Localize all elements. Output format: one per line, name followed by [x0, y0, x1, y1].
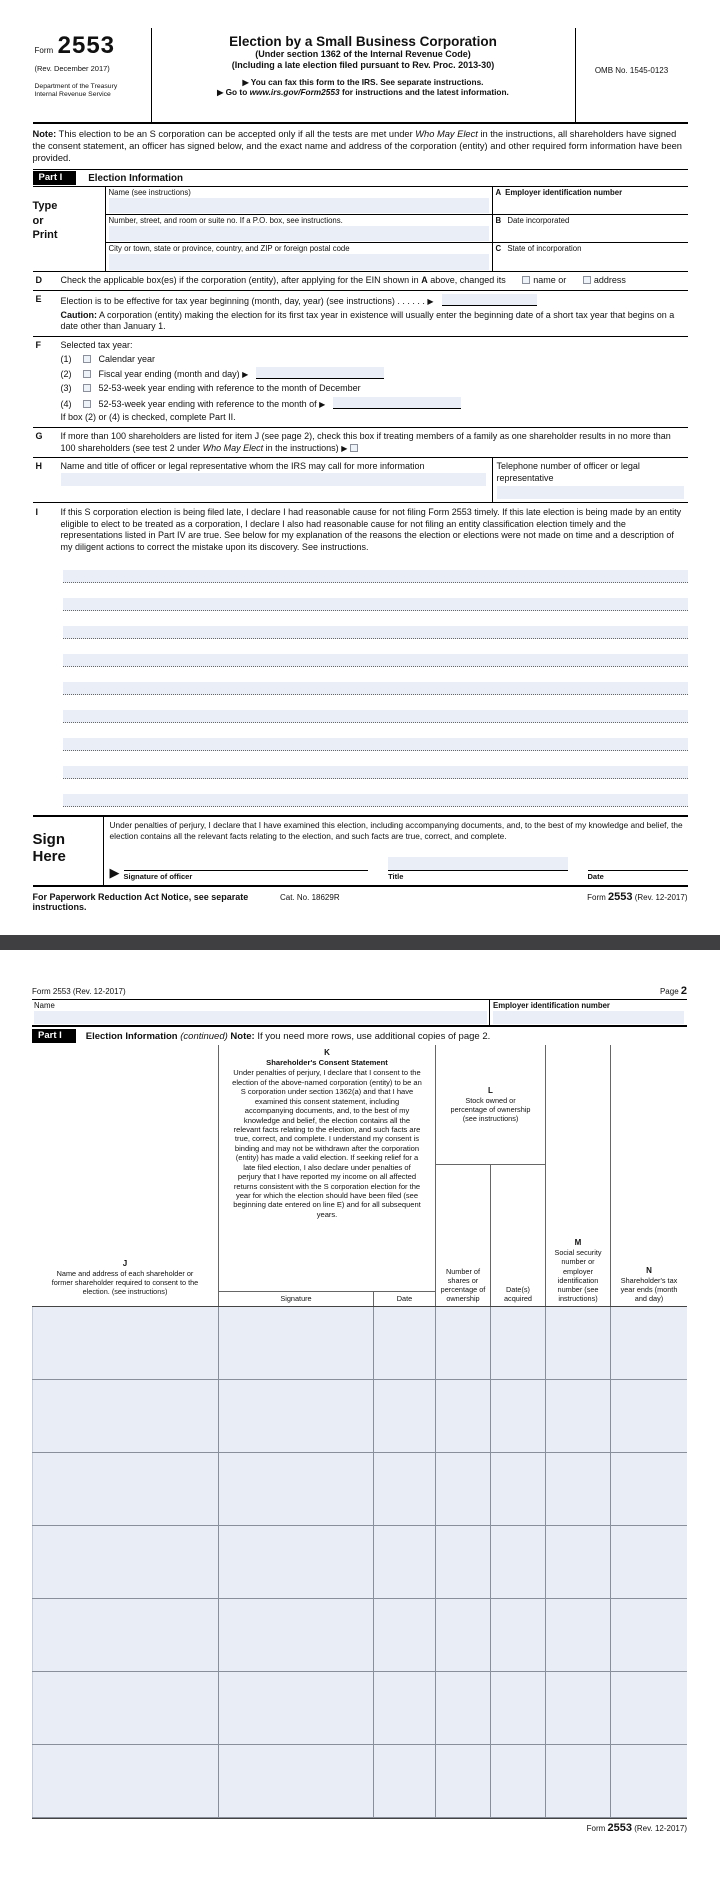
line-i-letter: I — [35, 506, 39, 517]
consent-date-cell[interactable] — [374, 1453, 436, 1525]
page-separator-bar — [0, 935, 720, 950]
page2-part1-bar: Part I Election Information (continued) Note: If you need more rows, use additional copies of page 2. — [32, 1027, 687, 1045]
explanation-line-input[interactable] — [63, 682, 688, 695]
column-n-header: N Shareholder's tax year ends (month and day) — [620, 1265, 678, 1303]
consent-signature-cell[interactable] — [219, 1599, 374, 1671]
dates-acquired-cell[interactable] — [491, 1453, 546, 1525]
tax-year-option-2: (2) Fiscal year ending (month and day) ▶ — [61, 367, 688, 381]
catalog-number: Cat. No. 18629R — [280, 893, 340, 903]
form-note: Note: This election to be an S corporation can be accepted only if all the tests are met under Who May Elect in the instructions, all shareholders have signed the consent statement, an officer has signed below, and the exact name and address of the corporation (entity) and other required form information have been provided. — [32, 129, 682, 164]
selected-tax-year-title: Selected tax year: — [60, 339, 133, 350]
line-f-footer: If box (2) or (4) is checked, complete Part II. — [60, 412, 236, 423]
explanation-line — [63, 611, 688, 639]
date-incorporated-label: Date incorporated — [507, 216, 570, 226]
form-footer-id: Form 2553 (Rev. 12-2017) — [587, 891, 688, 904]
type-or-print-label: Type or Print — [32, 200, 58, 241]
explanation-line-input[interactable] — [63, 794, 688, 807]
page2-footer: Form 2553 (Rev. 12-2017) — [586, 1822, 687, 1834]
line-e-caution: Caution: A corporation (entity) making the election for its first tax year in existence will usually enter the beginning date of a short tax year that begins on a date other than January 1. — [60, 309, 675, 332]
explanation-line — [63, 667, 688, 695]
page2-form-id: Form 2553 (Rev. 12-2017) — [32, 987, 126, 996]
consent-table-row — [32, 1453, 687, 1526]
officer-name-label: Name and title of officer or legal representative whom the IRS may call for more information — [60, 461, 425, 472]
consent-signature-cell[interactable] — [219, 1745, 374, 1817]
city-row — [106, 243, 688, 271]
page2-ein-input[interactable] — [493, 1011, 684, 1024]
explanation-line — [63, 583, 688, 611]
consent-table-row — [32, 1307, 687, 1380]
tax-year-end-cell[interactable] — [611, 1453, 687, 1525]
city-input[interactable] — [109, 254, 489, 270]
line-d-letter: D — [35, 275, 42, 286]
explanation-line — [63, 695, 688, 723]
consent-table-row — [32, 1672, 687, 1745]
page2-header: Form 2553 (Rev. 12-2017) Page 2 — [32, 985, 687, 1000]
consent-signature-cell[interactable] — [219, 1672, 374, 1744]
shareholder-name-address-cell[interactable] — [32, 1745, 219, 1817]
ssn-ein-cell[interactable] — [546, 1380, 611, 1452]
website-instruction: ▶ Go to www.irs.gov/Form2553 for instructions and the latest information. — [217, 86, 509, 97]
sign-here-section — [33, 815, 688, 887]
dates-acquired-subheader: Date(s) acquired — [504, 1284, 532, 1303]
line-f-letter: F — [35, 339, 41, 350]
shares-owned-cell[interactable] — [436, 1672, 491, 1744]
shares-owned-cell[interactable] — [436, 1599, 491, 1671]
part1-bar — [33, 169, 688, 187]
signature-of-officer-label: Signature of officer — [123, 872, 193, 882]
arrow-icon: ▶ — [341, 443, 348, 453]
entity-name-label: Name (see instructions) — [108, 188, 191, 198]
line-i — [33, 503, 688, 555]
date-subheader: Date — [396, 1294, 413, 1303]
state-incorporation-cell — [492, 243, 688, 271]
form-header — [33, 28, 688, 124]
ssn-ein-cell[interactable] — [546, 1672, 611, 1744]
explanation-line-input[interactable] — [63, 738, 688, 751]
fiscal-year-label: Fiscal year ending (month and day) — [98, 369, 240, 380]
form-number: 2553 — [57, 32, 116, 59]
consent-table-row — [32, 1745, 687, 1818]
shares-owned-cell[interactable] — [436, 1380, 491, 1452]
explanation-line — [63, 779, 688, 807]
item-a-letter: A — [495, 188, 502, 198]
dates-acquired-cell[interactable] — [491, 1380, 546, 1452]
page1-footer — [33, 887, 688, 912]
name-change-label: name or — [533, 275, 567, 286]
address-change-label: address — [593, 275, 626, 286]
form-number-block — [33, 28, 151, 122]
tax-year-end-cell[interactable] — [611, 1745, 687, 1817]
page2-name-label: Name — [34, 1001, 55, 1010]
entity-fields — [105, 187, 688, 271]
consent-statement-title: Shareholder's Consent Statement — [266, 1058, 388, 1067]
explanation-line-input[interactable] — [63, 654, 688, 667]
tax-year-end-cell[interactable] — [611, 1672, 687, 1744]
arrow-icon: ▶ — [319, 399, 326, 409]
explanation-line-input[interactable] — [63, 570, 688, 583]
form-title-block — [151, 28, 576, 122]
tax-year-end-cell[interactable] — [611, 1307, 687, 1379]
telephone-label: Telephone number of officer or legal representative — [496, 461, 640, 483]
arrow-icon: ▶ — [242, 77, 249, 87]
5253-month-input[interactable] — [333, 397, 461, 409]
form-page-2 — [32, 985, 687, 1834]
sign-here-label: Sign Here — [32, 831, 66, 866]
explanation-lines — [33, 555, 688, 807]
street-input[interactable] — [109, 226, 489, 241]
explanation-line-input[interactable] — [63, 626, 688, 639]
street-cell — [106, 215, 492, 242]
telephone-input[interactable] — [497, 486, 684, 499]
calendar-year-label: Calendar year — [98, 353, 156, 364]
line-e: E Election is to be effective for tax year beginning (month, day, year) (see instructions) . . . . . . ▶ Caution: A corporation (entity) making the election for its first tax year in existence will usually enter the beginning date of a short tax year that begins on a date other than January 1. — [33, 291, 688, 337]
shareholder-name-address-cell[interactable] — [32, 1599, 219, 1671]
line-g-letter: G — [35, 431, 43, 442]
date-input[interactable] — [588, 857, 688, 871]
ssn-ein-cell[interactable] — [546, 1599, 611, 1671]
dates-acquired-cell[interactable] — [491, 1745, 546, 1817]
city-cell — [106, 243, 492, 271]
column-j-header: J Name and address of each shareholder or former shareholder required to consent to the election. (see instructions) — [32, 1045, 219, 1306]
page-number: 2 — [680, 985, 687, 997]
consent-date-cell[interactable] — [374, 1745, 436, 1817]
line-h-letter: H — [35, 461, 42, 472]
name-row — [106, 187, 688, 215]
title-input[interactable] — [388, 857, 567, 870]
page2-ein-label: Employer identification number — [493, 1001, 610, 1010]
shares-owned-cell[interactable] — [436, 1453, 491, 1525]
dates-acquired-cell[interactable] — [491, 1599, 546, 1671]
shareholder-name-address-cell[interactable] — [32, 1672, 219, 1744]
explanation-line — [63, 751, 688, 779]
explanation-line — [63, 555, 688, 583]
late-election-statement: If this S corporation election is being filed late, I declare I had reasonable cause for not filing Form 2553 timely. If this late election is being made by an entity eligible to elect to be treated as a corporation, I declare I also had reasonable cause for not filing an entity classification election timely and the representations listed in Part IV are true. See below for my explanation of the reasons the election or elections were not made on time and a description of my diligent actions to correct the mistake upon its discovery. See instructions. — [60, 506, 682, 552]
line-h — [33, 458, 688, 503]
consent-table-header — [32, 1045, 687, 1307]
consent-signature-cell[interactable] — [219, 1307, 374, 1379]
ssn-ein-cell[interactable] — [546, 1453, 611, 1525]
line-g: G If more than 100 shareholders are listed for item J (see page 2), check this box if treating members of a family as one shareholder results in no more than 100 shareholders (see test 2 under Who May Elect in the instructions) ▶ — [33, 428, 688, 458]
shareholder-name-address-cell[interactable] — [32, 1526, 219, 1598]
shares-owned-cell[interactable] — [436, 1745, 491, 1817]
consent-date-cell[interactable] — [374, 1380, 436, 1452]
5253-december-label: 52-53-week year ending with reference to the month of December — [98, 383, 361, 394]
page2-name-ein-row — [32, 1000, 687, 1027]
tax-year-option-4: (4) 52-53-week year ending with reference to the month of ▶ — [61, 397, 688, 411]
consent-table-row — [32, 1380, 687, 1453]
form-subtitle-2: (Including a late election filed pursuant to Rev. Proc. 2013-30) — [231, 60, 495, 71]
explanation-line — [63, 723, 688, 751]
fiscal-year-input[interactable] — [256, 367, 384, 379]
consent-date-cell[interactable] — [374, 1307, 436, 1379]
consent-date-cell[interactable] — [374, 1599, 436, 1671]
consent-signature-cell[interactable] — [219, 1526, 374, 1598]
dates-acquired-cell[interactable] — [491, 1526, 546, 1598]
form-page-1 — [33, 0, 688, 912]
item-b-letter: B — [495, 216, 502, 226]
form-subtitle-1: (Under section 1362 of the Internal Revenue Code) — [255, 49, 471, 59]
tax-year-end-cell[interactable] — [611, 1599, 687, 1671]
shares-owned-cell[interactable] — [436, 1526, 491, 1598]
consent-table-body — [32, 1307, 687, 1818]
page2-part1-label: Part I — [32, 1029, 76, 1043]
item-c-letter: C — [495, 244, 502, 254]
tax-year-option-1: (1) Calendar year — [60, 353, 156, 364]
dept-line-1: Department of the Treasury — [34, 83, 118, 90]
explanation-line-input[interactable] — [63, 598, 688, 611]
line-e-letter: E — [35, 293, 42, 304]
consent-date-cell[interactable] — [374, 1526, 436, 1598]
type-or-print-section — [33, 187, 688, 272]
officer-signature-input[interactable] — [124, 857, 369, 871]
street-row — [106, 215, 688, 243]
title-label: Title — [388, 872, 404, 882]
page2-name-input[interactable] — [34, 1011, 487, 1024]
arrow-icon: ▶ — [427, 296, 434, 306]
calendar-year-checkbox[interactable] — [83, 355, 91, 363]
consent-statement-body: Under penalties of perjury, I declare that I consent to the election of the above-named corporation (entity) to be an S corporation under section 1362(a) and that I have examined this consent statement, including accompanying documents, and, to the best of my knowledge and belief, the election contains all the relevant facts relating to the election, and such facts are true, correct, and complete. I understand my consent is binding and may not be withdrawn after the corporation (entity) has made a valid election. If seeking relief for a late filed election, I also declare under penalties of perjury that I have reported my income on all affected returns consistent with the S corporation election for the year for which the election should have been filed (see beginning date entered on line E) and for all subsequent years. — [232, 1068, 422, 1219]
entity-name-input[interactable] — [109, 198, 489, 213]
tax-year-option-3: (3) 52-53-week year ending with reference to the month of December — [60, 383, 361, 394]
tax-year-end-cell[interactable] — [611, 1380, 687, 1452]
date-incorporated-cell — [492, 215, 688, 242]
consent-date-cell[interactable] — [374, 1672, 436, 1744]
fiscal-year-checkbox[interactable] — [83, 370, 91, 378]
fax-instruction: ▶ You can fax this form to the IRS. See separate instructions. — [242, 76, 484, 87]
form-word: Form — [34, 46, 54, 55]
explanation-line-input[interactable] — [63, 710, 688, 723]
signature-arrow-icon: ▶ — [109, 865, 120, 881]
consent-table-row — [32, 1526, 687, 1599]
ssn-ein-cell[interactable] — [546, 1745, 611, 1817]
shares-subheader: Number of shares or percentage of ownership — [436, 1165, 491, 1306]
ssn-ein-cell[interactable] — [546, 1526, 611, 1598]
consent-table — [32, 1045, 687, 1819]
address-change-checkbox[interactable] — [583, 276, 591, 284]
omb-number: OMB No. 1545-0123 — [594, 66, 669, 75]
explanation-line-input[interactable] — [63, 766, 688, 779]
form-revision: (Rev. December 2017) — [34, 64, 110, 73]
officer-name-input[interactable] — [61, 473, 486, 486]
date-label: Date — [587, 872, 604, 882]
explanation-line — [63, 639, 688, 667]
street-label: Number, street, and room or suite no. If a P.O. box, see instructions. — [108, 216, 343, 226]
consent-table-row — [32, 1599, 687, 1672]
column-l-header: L Stock owned or percentage of ownership (see instructions) Number of shares or percentage of ownership Date(s) acquired — [436, 1045, 546, 1306]
5253-month-checkbox[interactable] — [83, 400, 91, 408]
perjury-statement: Under penalties of perjury, I declare that I have examined this election, including accompanying documents, and, to the best of my knowledge and belief, the election contains all the relevant facts relating to the election, and such facts are true, correct, and complete. — [109, 820, 683, 841]
part1-label: Part I — [33, 171, 77, 185]
5253-december-checkbox[interactable] — [83, 384, 91, 392]
consent-signature-cell[interactable] — [219, 1380, 374, 1452]
line-f — [33, 337, 688, 428]
department-lines — [35, 83, 149, 100]
line-d: D Check the applicable box(es) if the corporation (entity), after applying for the EIN shown in A above, changed its name or address — [33, 272, 688, 291]
entity-name-cell — [106, 187, 492, 214]
dept-line-2: Internal Revenue Service — [34, 91, 111, 99]
paperwork-notice: For Paperwork Reduction Act Notice, see separate instructions. — [32, 892, 249, 913]
arrow-icon: ▶ — [217, 87, 224, 97]
ein-cell — [492, 187, 688, 214]
column-m-header: M Social security number or employer identification number (see instructions) — [546, 1045, 611, 1306]
tax-year-end-cell[interactable] — [611, 1526, 687, 1598]
effective-date-input[interactable] — [442, 294, 537, 306]
dates-acquired-cell[interactable] — [491, 1672, 546, 1744]
dates-acquired-cell[interactable] — [491, 1307, 546, 1379]
signature-subheader: Signature — [219, 1292, 374, 1306]
state-incorporation-label: State of incorporation — [507, 244, 582, 254]
column-k-header: K Shareholder's Consent Statement Under penalties of perjury, I declare that I consent to the election of the above-named corporation (entity) to be an S corporation under section 1362(a) and that I have examined this consent statement, including accompanying documents, and, to the best of my knowledge and belief, the election contains all the relevant facts relating to the election, and such facts are true, correct, and complete. I understand my consent is binding and may not be withdrawn after the corporation (entity) has made a valid election. If seeking relief for a late filed election, I also declare under penalties of perjury that I have reported my income on all affected returns consistent with the S corporation election for the year for which the election should have been filed (see beginning date entered on line E) and for all subsequent years. Signature Date — [219, 1045, 436, 1306]
irs-url: www.irs.gov/Form2553 — [249, 86, 340, 97]
ssn-ein-cell[interactable] — [546, 1307, 611, 1379]
form-title: Election by a Small Business Corporation — [229, 34, 497, 49]
ein-label: Employer identification number — [505, 188, 623, 198]
arrow-icon: ▶ — [242, 370, 249, 380]
city-label: City or town, state or province, country, and ZIP or foreign postal code — [108, 244, 350, 254]
part1-title: Election Information — [88, 172, 183, 184]
shareholder-name-address-cell[interactable] — [32, 1307, 219, 1379]
consent-signature-cell[interactable] — [219, 1453, 374, 1525]
shares-owned-cell[interactable] — [436, 1307, 491, 1379]
name-change-checkbox[interactable] — [522, 276, 530, 284]
family-members-checkbox[interactable] — [350, 444, 358, 452]
shareholder-name-address-cell[interactable] — [32, 1453, 219, 1525]
shareholder-name-address-cell[interactable] — [32, 1380, 219, 1452]
5253-month-label: 52-53-week year ending with reference to the month of — [98, 398, 317, 409]
